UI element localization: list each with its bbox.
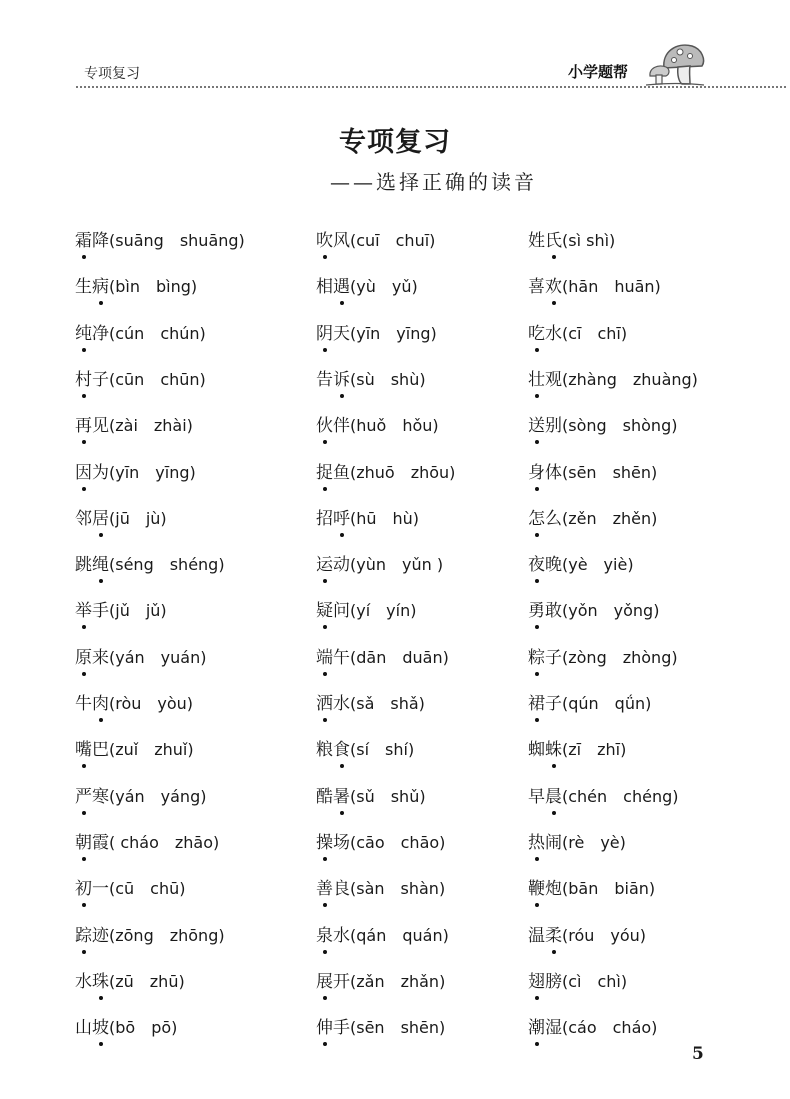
word-pinyin-options: (yí yín) <box>350 601 417 621</box>
emphasis-dot-mark <box>340 301 344 305</box>
word-pinyin-options: (yán yuán) <box>109 647 207 667</box>
word-chinese: 壮观 <box>528 369 562 390</box>
emphasis-dot-mark <box>535 672 539 676</box>
word-pinyin-options: (cī chī) <box>562 323 628 343</box>
word-pinyin-options: (suāng shuāng) <box>109 231 245 250</box>
emphasis-dot-mark <box>340 533 344 537</box>
word-pinyin-options: (róu yóu) <box>562 925 647 945</box>
word-chinese: 姓氏 <box>528 231 562 251</box>
word-pinyin-options: (cāo chāo) <box>350 832 446 852</box>
header-section-label: 专项复习 <box>84 66 140 82</box>
emphasis-dot-mark <box>535 348 539 352</box>
word-chinese: 再见 <box>75 416 109 437</box>
word-item <box>316 832 445 854</box>
word-item <box>75 971 185 993</box>
word-chinese: 粽子 <box>528 647 562 668</box>
word-pinyin-options: (cáo cháo) <box>562 1018 658 1038</box>
emphasis-dot-mark <box>82 857 86 861</box>
word-pinyin-options: (zī zhī) <box>562 740 627 760</box>
emphasis-dot-mark <box>82 764 86 768</box>
word-chinese: 洒水 <box>316 694 350 714</box>
word-chinese: 阴天 <box>316 323 350 344</box>
emphasis-dot-mark <box>82 625 86 629</box>
emphasis-dot-mark <box>535 625 539 629</box>
word-pinyin-options: (jū jù) <box>109 508 167 528</box>
emphasis-dot-mark <box>99 579 103 583</box>
word-pinyin-options: (sù shù) <box>350 369 426 389</box>
word-item <box>528 832 626 854</box>
word-pinyin-options: (yù yǔ) <box>350 277 418 297</box>
emphasis-dot-mark <box>82 950 86 954</box>
word-pinyin-options: (dān duān) <box>350 647 449 667</box>
word-item <box>528 508 657 530</box>
word-item <box>528 1017 657 1039</box>
word-chinese: 告诉 <box>316 369 350 390</box>
word-item <box>75 693 193 715</box>
word-chinese: 招呼 <box>316 508 350 529</box>
word-chinese: 踪迹 <box>75 925 109 946</box>
emphasis-dot-mark <box>535 394 539 398</box>
word-item <box>316 554 443 576</box>
emphasis-dot-mark <box>535 857 539 861</box>
word-chinese: 举手 <box>75 601 109 622</box>
word-item <box>316 693 425 715</box>
word-pinyin-options: (zhàng zhuàng) <box>562 369 698 389</box>
word-chinese: 相遇 <box>316 277 350 298</box>
word-pinyin-options: (bō pō) <box>109 1018 178 1038</box>
emphasis-dot-mark <box>552 255 556 259</box>
word-item <box>75 554 225 576</box>
word-pinyin-options: (zěn zhěn) <box>562 508 658 528</box>
word-item <box>528 462 657 484</box>
word-item <box>316 739 414 761</box>
word-item <box>316 1017 445 1039</box>
header-brand-label: 小学题帮 <box>568 63 629 81</box>
word-pinyin-options: (sí shí) <box>350 740 415 760</box>
word-chinese: 潮湿 <box>528 1018 562 1039</box>
page-number: 5 <box>692 1044 704 1064</box>
emphasis-dot-mark <box>82 394 86 398</box>
word-item <box>528 647 678 669</box>
word-chinese: 运动 <box>316 555 350 576</box>
word-pinyin-options: ( cháo zhāo) <box>109 832 220 852</box>
emphasis-dot-mark <box>340 764 344 768</box>
word-chinese: 怎么 <box>528 508 562 529</box>
word-item <box>75 925 225 947</box>
word-pinyin-options: (zǎn zhǎn) <box>350 971 446 991</box>
word-chinese: 水珠 <box>75 971 109 992</box>
word-item <box>316 647 449 669</box>
word-chinese: 泉水 <box>316 925 350 946</box>
emphasis-dot-mark <box>552 301 556 305</box>
word-pinyin-options: (cún chún) <box>109 323 206 343</box>
word-chinese: 夜晚 <box>528 555 562 576</box>
emphasis-dot-mark <box>323 487 327 491</box>
word-pinyin-options: (ròu yòu) <box>109 694 194 713</box>
word-item <box>528 554 634 576</box>
emphasis-dot-mark <box>82 348 86 352</box>
word-chinese: 送别 <box>528 416 562 437</box>
emphasis-dot-mark <box>82 811 86 815</box>
word-pinyin-options: (cuī chuī) <box>350 231 436 250</box>
word-item <box>75 508 167 530</box>
emphasis-dot-mark <box>340 811 344 815</box>
word-item <box>316 462 455 484</box>
word-chinese: 勇敢 <box>528 601 562 622</box>
word-item <box>528 415 677 437</box>
word-chinese: 吃水 <box>528 323 562 344</box>
word-item <box>75 600 167 622</box>
emphasis-dot-mark <box>535 579 539 583</box>
emphasis-dot-mark <box>535 903 539 907</box>
word-item <box>316 276 418 298</box>
word-chinese: 跳绳 <box>75 555 109 576</box>
word-pinyin-options: (hū hù) <box>350 508 420 528</box>
word-chinese: 端午 <box>316 647 350 668</box>
word-item <box>316 369 426 391</box>
word-item <box>75 323 206 345</box>
word-chinese: 纯净 <box>75 323 109 344</box>
emphasis-dot-mark <box>82 672 86 676</box>
word-chinese: 因为 <box>75 462 109 483</box>
word-pinyin-options: (sì shì) <box>562 231 616 250</box>
word-pinyin-options: (rè yè) <box>562 832 626 852</box>
word-item <box>75 276 197 298</box>
word-chinese: 身体 <box>528 462 562 483</box>
emphasis-dot-mark <box>323 672 327 676</box>
word-pinyin-options: (sǔ shǔ) <box>350 786 426 806</box>
word-pinyin-options: (zòng zhòng) <box>562 647 678 667</box>
emphasis-dot-mark <box>535 487 539 491</box>
emphasis-dot-mark <box>323 348 327 352</box>
word-chinese: 村子 <box>75 369 109 390</box>
emphasis-dot-mark <box>323 579 327 583</box>
emphasis-dot-mark <box>323 996 327 1000</box>
word-pinyin-options: (cì chì) <box>562 971 628 991</box>
word-item <box>316 415 439 437</box>
word-item <box>528 971 627 993</box>
emphasis-dot-mark <box>340 394 344 398</box>
word-chinese: 裙子 <box>528 694 562 714</box>
word-item <box>75 647 206 669</box>
word-chinese: 鞭炮 <box>528 879 562 900</box>
word-item <box>528 878 655 900</box>
word-pinyin-options: (jǔ jǔ) <box>109 601 167 621</box>
word-item <box>316 878 445 900</box>
word-chinese: 粮食 <box>316 740 350 761</box>
emphasis-dot-mark <box>323 903 327 907</box>
emphasis-dot-mark <box>535 996 539 1000</box>
word-item <box>528 369 698 391</box>
word-chinese: 操场 <box>316 832 350 853</box>
word-chinese: 山坡 <box>75 1018 109 1039</box>
word-chinese: 严寒 <box>75 786 109 807</box>
word-pinyin-options: (bìn bìng) <box>109 277 198 297</box>
word-item <box>528 693 651 715</box>
word-pinyin-options: (chén chéng) <box>562 786 679 806</box>
word-pinyin-options: (sēn shēn) <box>350 1018 446 1038</box>
emphasis-dot-mark <box>99 996 103 1000</box>
word-chinese: 捉鱼 <box>316 462 350 483</box>
word-chinese: 疑问 <box>316 601 350 622</box>
emphasis-dot-mark <box>82 903 86 907</box>
word-item <box>75 369 206 391</box>
word-item <box>528 600 659 622</box>
emphasis-dot-mark <box>99 1042 103 1046</box>
emphasis-dot-mark <box>99 533 103 537</box>
word-item <box>75 230 245 252</box>
word-chinese: 霜降 <box>75 231 109 251</box>
word-pinyin-options: (sòng shòng) <box>562 416 678 436</box>
emphasis-dot-mark <box>535 718 539 722</box>
word-chinese: 初一 <box>75 879 109 900</box>
word-chinese: 伸手 <box>316 1018 350 1039</box>
emphasis-dot-mark <box>323 440 327 444</box>
emphasis-dot-mark <box>323 1042 327 1046</box>
word-chinese: 伙伴 <box>316 416 350 437</box>
word-chinese: 蜘蛛 <box>528 740 562 761</box>
word-pinyin-options: (zuǐ zhuǐ) <box>109 740 194 760</box>
word-chinese: 原来 <box>75 647 109 668</box>
emphasis-dot-mark <box>535 440 539 444</box>
emphasis-dot-mark <box>99 718 103 722</box>
word-pinyin-options: (sàn shàn) <box>350 879 446 899</box>
emphasis-dot-mark <box>552 950 556 954</box>
word-chinese: 早晨 <box>528 786 562 807</box>
word-chinese: 善良 <box>316 879 350 900</box>
word-chinese: 展开 <box>316 971 350 992</box>
word-item <box>528 276 661 298</box>
word-pinyin-options: (yǒn yǒng) <box>562 601 660 621</box>
word-pinyin-options: (sēn shēn) <box>562 462 658 482</box>
word-item <box>75 462 196 484</box>
word-item <box>316 230 435 252</box>
word-chinese: 热闹 <box>528 832 562 853</box>
page-subtitle: ——选择正确的读音 <box>330 170 537 194</box>
word-chinese: 吹风 <box>316 231 350 251</box>
word-chinese: 酷暑 <box>316 786 350 807</box>
emphasis-dot-mark <box>323 857 327 861</box>
emphasis-dot-mark <box>323 625 327 629</box>
word-item <box>528 739 626 761</box>
emphasis-dot-mark <box>99 301 103 305</box>
word-pinyin-options: (zhuō zhōu) <box>350 462 456 482</box>
word-pinyin-options: (zū zhū) <box>109 971 185 991</box>
word-item <box>75 878 186 900</box>
word-chinese: 邻居 <box>75 508 109 529</box>
word-chinese: 喜欢 <box>528 277 562 298</box>
word-pinyin-options: (qún qǘn) <box>562 694 652 713</box>
word-pinyin-options: (bān biān) <box>562 879 656 899</box>
word-chinese: 翅膀 <box>528 971 562 992</box>
word-item <box>75 832 219 854</box>
emphasis-dot-mark <box>82 440 86 444</box>
word-pinyin-options: (hān huān) <box>562 277 661 297</box>
word-chinese: 嘴巴 <box>75 740 109 761</box>
word-item <box>316 508 419 530</box>
emphasis-dot-mark <box>323 950 327 954</box>
word-pinyin-options: (yè yiè) <box>562 555 634 575</box>
emphasis-dot-mark <box>535 533 539 537</box>
word-pinyin-options: (sǎ shǎ) <box>350 694 425 713</box>
word-item <box>316 323 437 345</box>
word-item <box>316 786 426 808</box>
word-chinese: 生病 <box>75 277 109 298</box>
word-pinyin-options: (huǒ hǒu) <box>350 416 439 436</box>
emphasis-dot-mark <box>323 718 327 722</box>
word-pinyin-options: (cūn chūn) <box>109 369 206 389</box>
word-item <box>75 1017 177 1039</box>
page-title: 专项复习 <box>339 127 451 158</box>
word-item <box>528 786 679 808</box>
word-chinese: 温柔 <box>528 925 562 946</box>
word-item <box>316 971 445 993</box>
word-item <box>75 739 194 761</box>
word-chinese: 朝霞 <box>75 832 109 853</box>
word-item <box>316 925 449 947</box>
word-pinyin-options: (séng shéng) <box>109 555 225 575</box>
word-pinyin-options: (yīn yīng) <box>109 462 196 482</box>
emphasis-dot-mark <box>552 811 556 815</box>
word-pinyin-options: (cū chū) <box>109 879 186 899</box>
word-item <box>75 786 206 808</box>
emphasis-dot-mark <box>82 255 86 259</box>
word-pinyin-options: (zài zhài) <box>109 416 193 436</box>
word-item <box>528 323 627 345</box>
word-pinyin-options: (yùn yǔn ) <box>350 555 444 575</box>
word-pinyin-options: (zōng zhōng) <box>109 925 225 945</box>
emphasis-dot-mark <box>535 1042 539 1046</box>
word-item <box>528 230 615 252</box>
emphasis-dot-mark <box>552 764 556 768</box>
emphasis-dot-mark <box>323 255 327 259</box>
emphasis-dot-mark <box>82 487 86 491</box>
word-pinyin-options: (yán yáng) <box>109 786 207 806</box>
word-pinyin-options: (qán quán) <box>350 925 449 945</box>
word-item <box>528 925 646 947</box>
word-chinese: 牛肉 <box>75 694 109 714</box>
word-pinyin-options: (yīn yīng) <box>350 323 437 343</box>
word-item <box>75 415 193 437</box>
word-item <box>316 600 416 622</box>
